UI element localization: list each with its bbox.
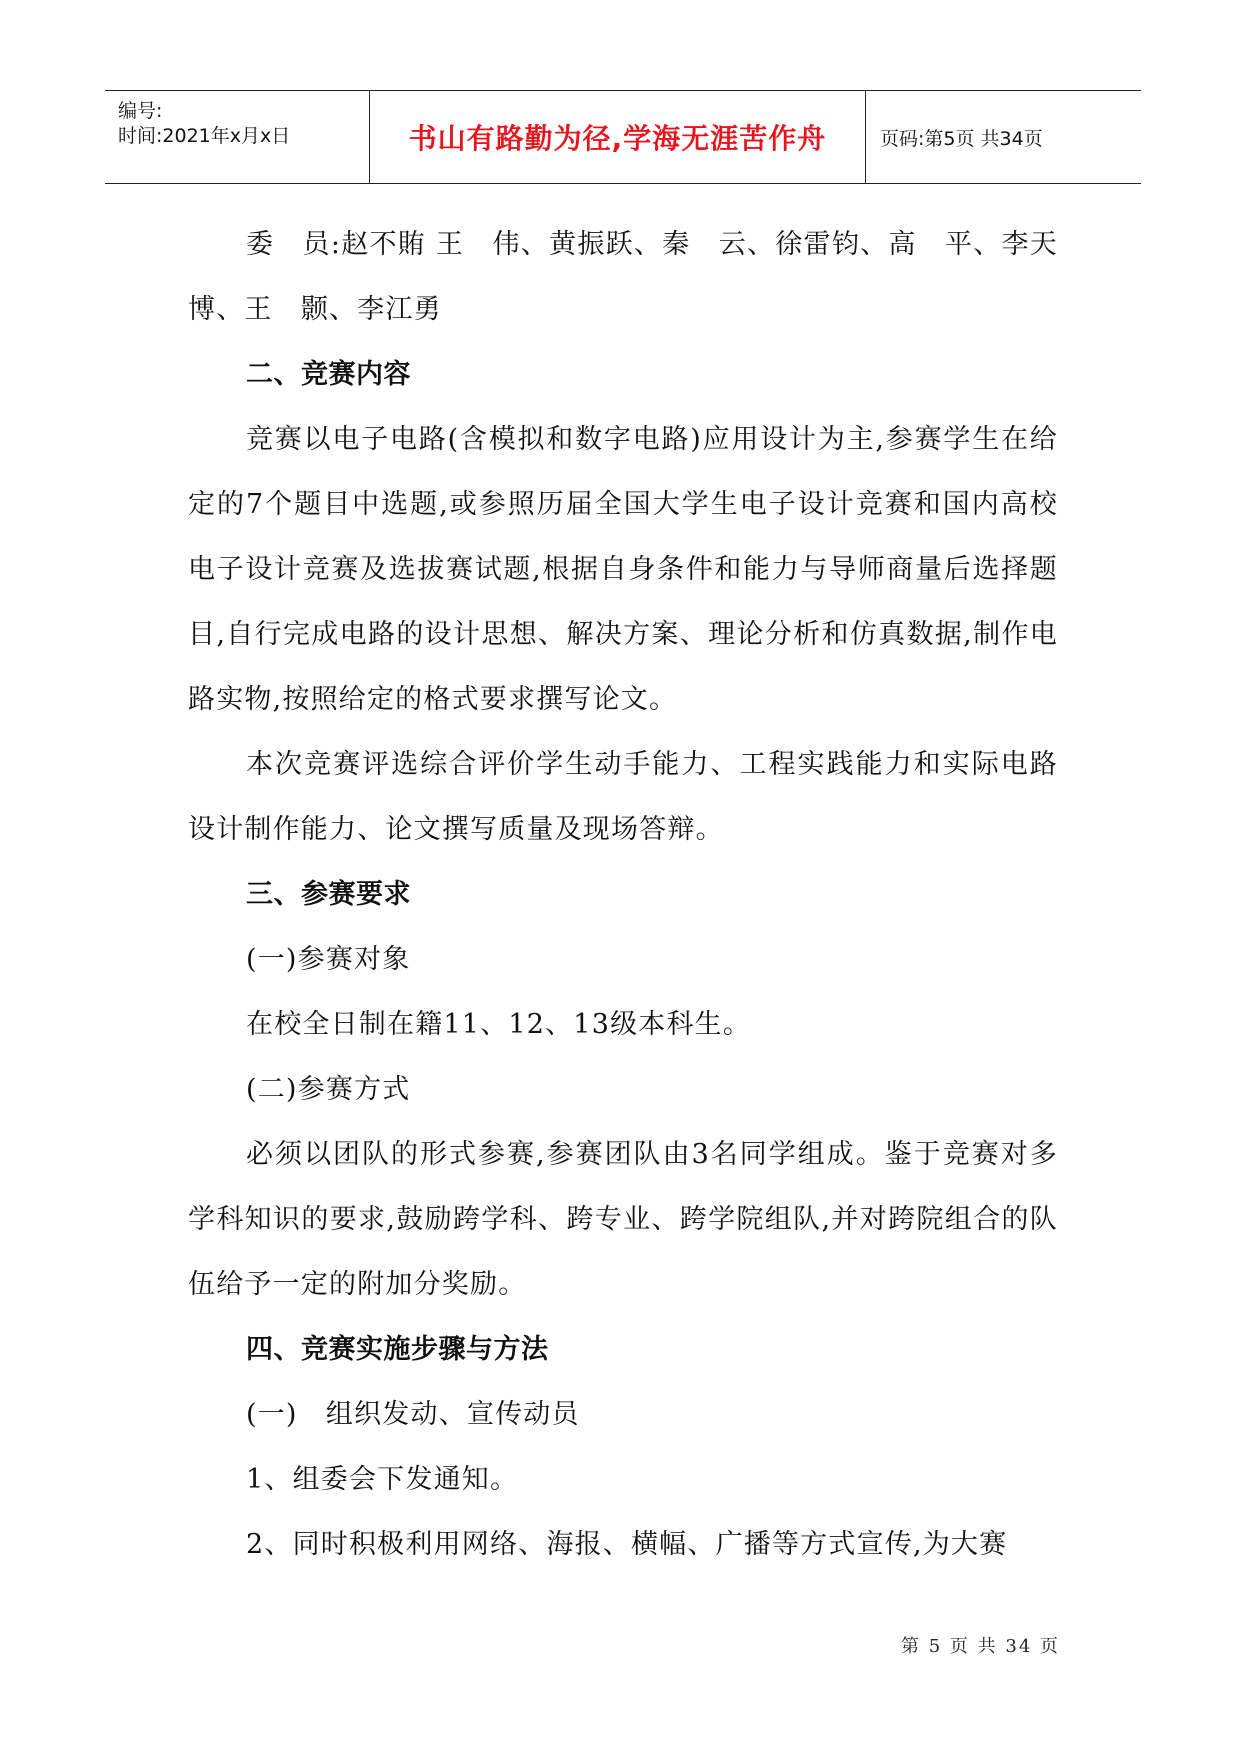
paragraph-participants: 在校全日制在籍11、12、13级本科生。 — [246, 1009, 752, 1040]
section-heading-content: 二、竞赛内容 — [246, 359, 411, 390]
document-time-label: 时间:2021年x月x日 — [118, 125, 291, 147]
document-body — [188, 212, 1058, 1577]
paragraph-competition-content: 竞赛以电子电路(含模拟和数字电路)应用设计为主,参赛学生在给定的7个题目中选题,或参照历届全国大学生电子设计竞赛和国内高校电子设计竞赛及选拔赛试题,根据自身条件和能力与导师商量后选择题目,自行完成电路的设计思想、解决方案、理论分析和仿真数据,制作电路实物,按照给定的格式要求撰写论文。 — [188, 424, 1058, 715]
section-heading-implementation: 四、竞赛实施步骤与方法 — [246, 1334, 549, 1365]
header-motto: 书山有路勤为径,学海无涯苦作舟 — [408, 122, 827, 155]
document-number-label: 编号: — [118, 100, 163, 122]
header-page-info: 页码:第5页 共34页 — [880, 127, 1043, 150]
subheading-participation-mode: (二)参赛方式 — [246, 1074, 411, 1105]
committee-members: 委 员:赵不賄 王 伟、黄振跃、秦 云、徐雷钧、高 平、李天博、王 颢、李江勇 — [188, 229, 1058, 325]
header-motto-cell — [370, 91, 866, 183]
header-meta-cell — [105, 91, 370, 183]
page-footer: 第 5 页 共 34 页 — [901, 1636, 1060, 1657]
list-item-publicity: 2、同时积极利用网络、海报、横幅、广播等方式宣传,为大赛 — [246, 1529, 1008, 1560]
header-page-cell — [866, 91, 1141, 183]
list-item-notice: 1、组委会下发通知。 — [246, 1464, 519, 1495]
paragraph-participation-mode: 必须以团队的形式参赛,参赛团队由3名同学组成。鉴于竞赛对多学科知识的要求,鼓励跨学科、跨专业、跨学院组队,并对跨院组合的队伍给予一定的附加分奖励。 — [188, 1139, 1058, 1300]
paragraph-evaluation: 本次竞赛评选综合评价学生动手能力、工程实践能力和实际电路设计制作能力、论文撰写质量及现场答辩。 — [188, 749, 1058, 845]
document-header — [105, 90, 1141, 184]
subheading-mobilization: (一) 组织发动、宣传动员 — [246, 1399, 580, 1430]
subheading-participants: (一)参赛对象 — [246, 944, 411, 975]
section-heading-requirements: 三、参赛要求 — [246, 879, 411, 910]
